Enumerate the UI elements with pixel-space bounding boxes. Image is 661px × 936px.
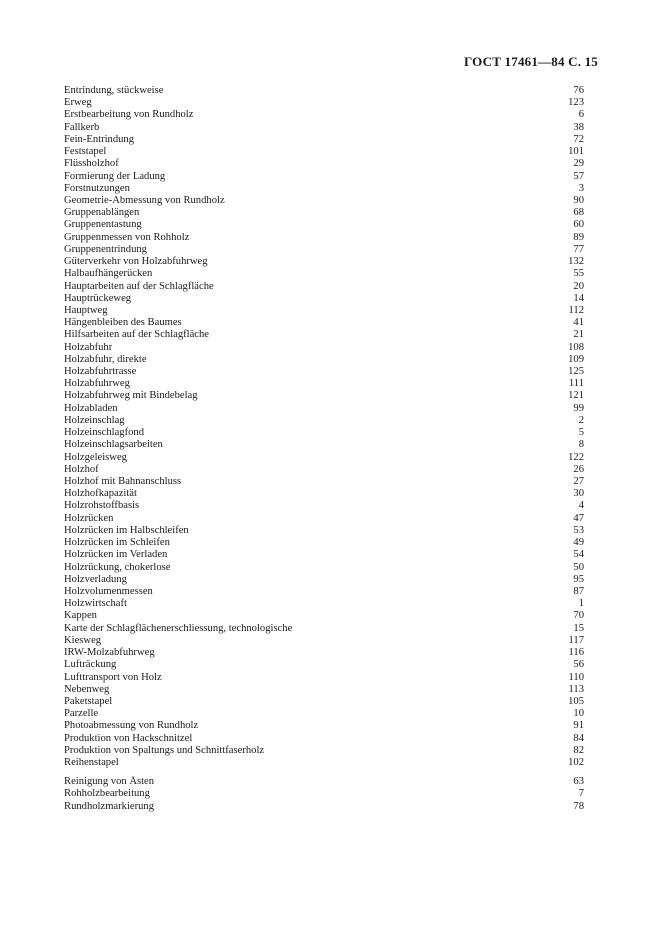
index-entry	[64, 659, 584, 671]
index-term: Güterverkehr von Holzabfuhrweg	[64, 256, 208, 268]
index-page-number: 57	[573, 170, 584, 182]
index-page-number: 122	[568, 451, 584, 463]
index-term: Kappen	[64, 610, 97, 622]
index-term: Holzhof	[64, 463, 99, 475]
index-page-number: 8	[578, 439, 584, 451]
index-list	[64, 85, 584, 813]
index-page-number: 113	[568, 683, 584, 695]
index-term: Holzrücken	[64, 512, 114, 524]
index-term: Rohholzbearbeitung	[64, 788, 150, 800]
index-term: Reihenstapel	[64, 757, 119, 769]
index-page-number: 110	[568, 671, 584, 683]
index-page-number: 111	[568, 378, 584, 390]
index-page-number: 125	[568, 366, 584, 378]
index-term: Holzabfuhrweg	[64, 378, 130, 390]
index-term: Holzabfuhr, direkte	[64, 353, 147, 365]
index-entry	[64, 207, 584, 219]
index-term: Forstnutzungen	[64, 182, 130, 194]
index-entry	[64, 623, 584, 635]
index-entry	[64, 366, 584, 378]
index-entry	[64, 415, 584, 427]
index-entry	[64, 788, 584, 800]
index-term: Holzeinschlagsarbeiten	[64, 439, 163, 451]
index-page-number: 3	[578, 182, 584, 194]
index-entry	[64, 171, 584, 183]
index-entry	[64, 281, 584, 293]
index-term: Produktion von Hackschnitzel	[64, 732, 193, 744]
index-term: Karte der Schlagflächenerschliessung, technologische	[64, 622, 293, 634]
index-page-number: 21	[573, 329, 584, 341]
index-page-number: 121	[568, 390, 584, 402]
index-entry	[64, 733, 584, 745]
index-page-number: 123	[568, 97, 584, 109]
index-term: Holzwirtschaft	[64, 598, 127, 610]
index-term: Formierung der Ladung	[64, 170, 166, 182]
index-page-number: 30	[573, 488, 584, 500]
index-page-number: 7	[578, 788, 584, 800]
index-term: Reinigung von Ästen	[64, 776, 155, 788]
index-term: Holzverladung	[64, 573, 127, 585]
index-page-number: 60	[573, 219, 584, 231]
index-term: Produktion von Spaltungs und Schnittfaserholz	[64, 744, 265, 756]
index-term: Erstbearbeitung von Rundholz	[64, 109, 194, 121]
index-term: Holzeinschlag	[64, 414, 125, 426]
index-term: Holzrückung, chokerlose	[64, 561, 171, 573]
index-entry	[64, 305, 584, 317]
index-entry	[64, 635, 584, 647]
index-term: Parzelle	[64, 708, 99, 720]
index-term: Hängenbleiben des Baumes	[64, 317, 182, 329]
index-entry	[64, 183, 584, 195]
index-entry	[64, 720, 584, 732]
index-term: Rundholzmarkierung	[64, 800, 155, 812]
index-term: Holzhofkapazität	[64, 488, 137, 500]
index-page-number: 56	[573, 659, 584, 671]
index-entry	[64, 452, 584, 464]
index-entry	[64, 146, 584, 158]
index-entry	[64, 562, 584, 574]
index-term: Holzvolumenmessen	[64, 585, 153, 597]
index-page-number: 112	[568, 304, 584, 316]
index-term: Erweg	[64, 97, 92, 109]
index-term: Holzabladen	[64, 402, 118, 414]
index-term: Gruppenentrindung	[64, 243, 147, 255]
index-term: Hauptarbeiten auf der Schlagfläche	[64, 280, 214, 292]
index-page-number: 54	[573, 549, 584, 561]
index-page-number: 29	[573, 158, 584, 170]
index-page-number: 132	[568, 256, 584, 268]
index-entry	[64, 610, 584, 622]
index-page-number: 108	[568, 341, 584, 353]
index-term: Feststapel	[64, 146, 107, 158]
index-entry	[64, 134, 584, 146]
index-term: Flüssholzhof	[64, 158, 119, 170]
index-term: Fein-Entrindung	[64, 133, 135, 145]
index-entry	[64, 109, 584, 121]
index-entry	[64, 317, 584, 329]
index-entry	[64, 757, 584, 769]
index-page-number: 4	[578, 500, 584, 512]
index-page-number: 50	[573, 561, 584, 573]
index-entry	[64, 85, 584, 97]
index-entry	[64, 549, 584, 561]
index-page-number: 27	[573, 476, 584, 487]
index-entry	[64, 244, 584, 256]
index-page-number: 53	[573, 524, 584, 536]
index-entry	[64, 329, 584, 341]
index-term: Gruppenmessen von Rohholz	[64, 231, 190, 243]
index-entry	[64, 256, 584, 268]
index-entry	[64, 574, 584, 586]
index-page-number: 38	[573, 121, 584, 133]
index-page-number: 10	[573, 708, 584, 720]
index-page-number: 15	[573, 622, 584, 634]
index-term: Holzrücken im Schleifen	[64, 537, 170, 549]
index-term: Gruppenablängen	[64, 207, 140, 219]
index-entry	[64, 232, 584, 244]
index-term: Holzgeleisweg	[64, 451, 127, 463]
index-term: Holzrücken im Halbschleifen	[64, 524, 189, 536]
index-entry	[64, 672, 584, 684]
index-page-number: 84	[573, 732, 584, 744]
index-entry	[64, 158, 584, 170]
index-page-number: 90	[573, 194, 584, 206]
index-page-number: 49	[573, 537, 584, 549]
index-term: Geometrie-Abmessung von Rundholz	[64, 194, 225, 206]
index-page-number: 1	[578, 598, 584, 610]
index-entry	[64, 195, 584, 207]
index-entry	[64, 464, 584, 476]
index-term: Holzabfuhr	[64, 341, 113, 353]
index-page-number: 63	[573, 776, 584, 788]
index-entry	[64, 268, 584, 280]
index-entry	[64, 293, 584, 305]
index-entry	[64, 801, 584, 813]
index-page-number: 91	[573, 720, 584, 732]
index-term: Holzhof mit Bahnanschluss	[64, 476, 182, 487]
index-entry	[64, 513, 584, 525]
index-entry	[64, 342, 584, 354]
index-page-number: 99	[573, 402, 584, 414]
page-header: ГОСТ 17461—84 С. 15	[464, 54, 598, 69]
index-page-number: 82	[573, 744, 584, 756]
index-term: Holzabfuhrweg mit Bindebelag	[64, 390, 198, 402]
index-term: Halbaufhängerücken	[64, 268, 153, 280]
index-term: Lufttransport von Holz	[64, 671, 162, 683]
index-page-number: 70	[573, 610, 584, 622]
index-term: Holzrücken im Verladen	[64, 549, 168, 561]
index-page-number: 89	[573, 231, 584, 243]
index-page-number: 72	[573, 133, 584, 145]
index-term: Photoabmessung von Rundholz	[64, 720, 199, 732]
index-entry	[64, 439, 584, 451]
index-page-number: 87	[573, 585, 584, 597]
index-term: Paketstapel	[64, 695, 113, 707]
index-entry	[64, 598, 584, 610]
index-entry	[64, 122, 584, 134]
index-entry	[64, 684, 584, 696]
index-page-number: 47	[573, 512, 584, 524]
index-term: Holzrohstoffbasis	[64, 500, 140, 512]
index-page-number: 14	[573, 292, 584, 304]
index-entry	[64, 97, 584, 109]
index-page-number: 68	[573, 207, 584, 219]
index-term: Holzabfuhrtrasse	[64, 366, 137, 378]
index-page-number: 55	[573, 268, 584, 280]
index-page-number: 20	[573, 280, 584, 292]
index-term: Hauptrückeweg	[64, 292, 132, 304]
index-entry	[64, 488, 584, 500]
index-term: Gruppenentastung	[64, 219, 142, 231]
index-entry	[64, 745, 584, 757]
index-term: Entrindung, stückweise	[64, 85, 164, 96]
index-entry	[64, 378, 584, 390]
index-entry	[64, 219, 584, 231]
index-page-number: 95	[573, 573, 584, 585]
index-entry	[64, 586, 584, 598]
index-page-number: 78	[573, 800, 584, 812]
index-entry	[64, 500, 584, 512]
index-page-number: 109	[568, 353, 584, 365]
index-page-number: 5	[578, 427, 584, 439]
index-page-number: 77	[573, 243, 584, 255]
index-entry	[64, 427, 584, 439]
index-term: IRW-Molzabfuhrweg	[64, 647, 155, 659]
index-term: Hilfsarbeiten auf der Schlagfläche	[64, 329, 210, 341]
index-entry	[64, 354, 584, 366]
index-entry	[64, 708, 584, 720]
index-page-number: 76	[573, 85, 584, 96]
index-entry	[64, 696, 584, 708]
index-entry	[64, 776, 584, 788]
index-page-number: 41	[573, 317, 584, 329]
index-page-number: 6	[578, 109, 584, 121]
index-page-number: 105	[568, 695, 584, 707]
index-term: Holzeinschlagfond	[64, 427, 145, 439]
index-page-number: 102	[568, 757, 584, 769]
index-entry	[64, 647, 584, 659]
index-term: Lufträckung	[64, 659, 117, 671]
index-entry	[64, 390, 584, 402]
index-entry	[64, 525, 584, 537]
index-page-number: 2	[578, 414, 584, 426]
index-page-number: 116	[568, 647, 584, 659]
index-page-number: 101	[568, 146, 584, 158]
index-term: Fallkerb	[64, 121, 100, 133]
index-entry	[64, 403, 584, 415]
index-entry	[64, 476, 584, 488]
index-term: Nebenweg	[64, 683, 110, 695]
index-page-number: 117	[568, 634, 584, 646]
index-term: Kiesweg	[64, 634, 102, 646]
index-term: Hauptweg	[64, 304, 108, 316]
index-entry	[64, 537, 584, 549]
index-page-number: 26	[573, 463, 584, 475]
